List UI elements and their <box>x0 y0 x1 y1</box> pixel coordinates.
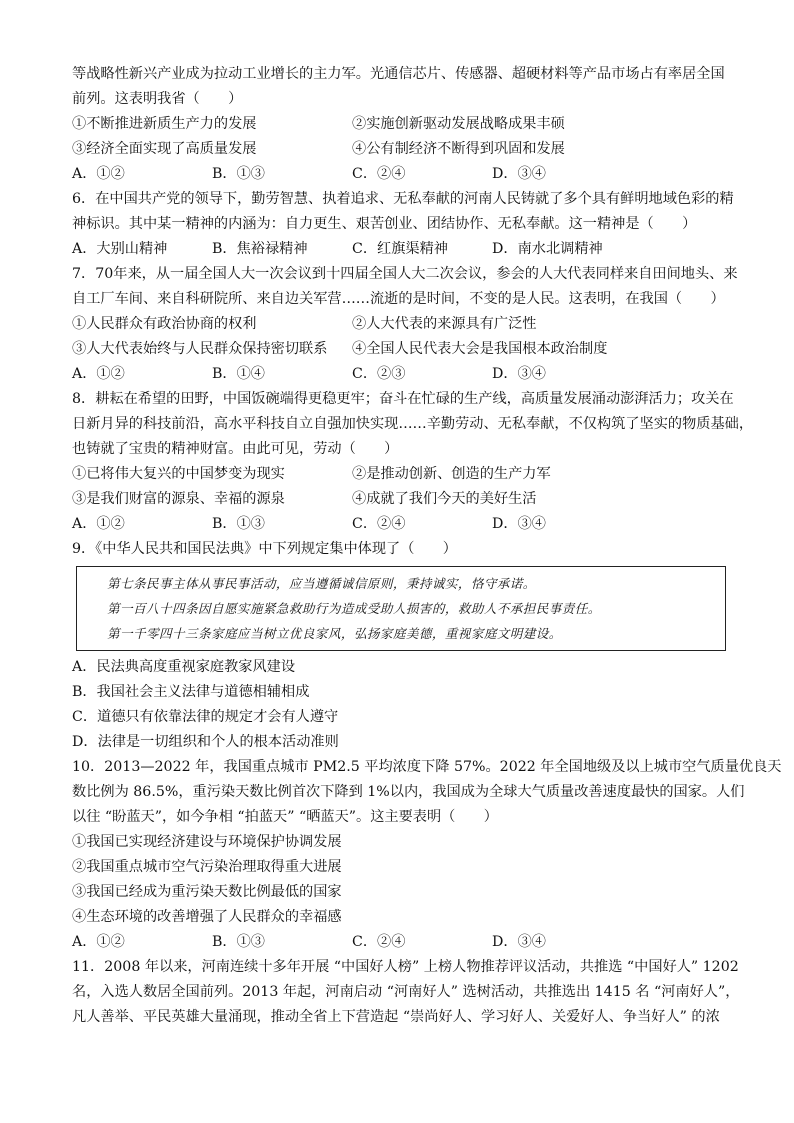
question-10 <box>72 755 782 955</box>
statement: ④公有制经济不断得到巩固和发展 <box>352 141 565 157</box>
question-stem-line: 以往 “盼蓝天”，如今争相 “拍蓝天” “晒蓝天”。这主要表明（ ） <box>72 809 498 825</box>
option-d: D．南水北调精神 <box>492 241 603 257</box>
statement-row <box>72 487 726 512</box>
option-d: D．③④ <box>492 516 546 532</box>
question-stem-line: 凡人善举、平民英雄大量涌现，推动全省上下营造起 “崇尚好人、学习好人、关爱好人、争当好人” 的浓 <box>72 1009 720 1025</box>
option-a: A．①② <box>72 366 125 382</box>
statement-row <box>72 112 726 137</box>
option-d: D．③④ <box>492 366 546 382</box>
question-5 <box>72 62 726 187</box>
question-stem-line: 10．2013—2022 年，我国重点城市 PM2.5 平均浓度下降 57%。2022 年全国地级及以上城市空气质量优良天 <box>72 759 782 775</box>
statement-row <box>72 137 726 162</box>
option-b: B．焦裕禄精神 <box>212 241 308 257</box>
statement: ①不断推进新质生产力的发展 <box>72 116 257 132</box>
question-stem-line: 等战略性新兴产业成为拉动工业增长的主力军。光通信芯片、传感器、超硬材料等产品市场占有率居全国 <box>72 66 725 82</box>
option-b: B．①④ <box>212 366 265 382</box>
statement: ③经济全面实现了高质量发展 <box>72 141 257 157</box>
statement: ④生态环境的改善增强了人民群众的幸福感 <box>72 909 342 925</box>
question-6 <box>72 187 734 262</box>
statement-row <box>72 337 726 362</box>
option-row <box>72 512 726 537</box>
question-stem-line: 自工厂车间、来自科研院所、来自边关军营……流逝的是时间，不变的是人民。这表明，在我国（ ） <box>72 291 725 307</box>
statement: ②是推动创新、创造的生产力军 <box>352 466 551 482</box>
option-d: D．③④ <box>492 934 546 950</box>
statement: ②实施创新驱动发展战略成果丰硕 <box>352 116 565 132</box>
statement: ①我国已实现经济建设与环境保护协调发展 <box>72 834 342 850</box>
option-b: B．①③ <box>212 516 265 532</box>
statement: ②我国重点城市空气污染治理取得重大进展 <box>72 859 342 875</box>
statement-row <box>72 312 726 337</box>
statement: ①已将伟大复兴的中国梦变为现实 <box>72 466 285 482</box>
option-d: D．③④ <box>492 166 546 182</box>
question-stem-line: 日新月异的科技前沿，高水平科技自立自强加快实现……辛勤劳动、无私奉献，不仅构筑了坚实的物质基础， <box>72 416 754 432</box>
statement: ③我国已经成为重污染天数比例最低的国家 <box>72 884 342 900</box>
question-stem-line: 9．《中华人民共和国民法典》中下列规定集中体现了（ ） <box>72 541 457 557</box>
quoted-provisions-box <box>76 566 726 651</box>
option-row <box>72 237 726 262</box>
option-c: C．②④ <box>352 934 406 950</box>
option-c: C．②③ <box>352 366 406 382</box>
provision-line: 第七条民事主体从事民事活动，应当遵循诚信原则，秉持诚实，恪守承诺。 <box>107 576 536 591</box>
statement: ④成就了我们今天的美好生活 <box>352 491 537 507</box>
question-8 <box>72 387 754 537</box>
question-stem-line: 神标识。其中某一精神的内涵为：自力更生、艰苦创业、团结协作、无私奉献。这一精神是（ ） <box>72 216 697 232</box>
provision-line: 第一百八十四条因自愿实施紧急救助行为造成受助人损害的，救助人不承担民事责任。 <box>107 601 601 616</box>
question-stem-line: 8．耕耘在希望的田野，中国饭碗端得更稳更牢；奋斗在忙碌的生产线，高质量发展涌动澎湃活力；攻关在 <box>72 391 734 407</box>
option-c: C．红旗渠精神 <box>352 241 448 257</box>
option-a: A．大别山精神 <box>72 241 168 257</box>
question-stem-line: 名，入选人数居全国前列。2013 年起，河南启动 “河南好人” 选树活动，共推选出 1415 名 “河南好人”， <box>72 984 740 1000</box>
option-b: B．①③ <box>212 166 265 182</box>
option-a: A．①② <box>72 516 125 532</box>
question-stem-line: 7．70年来，从一届全国人大一次会议到十四届全国人大二次会议，参会的人大代表同样来自田间地头、来 <box>72 266 738 282</box>
provision-line: 第一千零四十三条家庭应当树立优良家风，弘扬家庭美德，重视家庭文明建设。 <box>107 626 562 641</box>
question-stem-line: 11．2008 年以来，河南连续十多年开展 “中国好人榜” 上榜人物推荐评议活动，共推选 “中国好人” 1202 <box>72 959 739 975</box>
statement: ①人民群众有政治协商的权利 <box>72 316 257 332</box>
option-c: C．②④ <box>352 166 406 182</box>
option-row <box>72 362 726 387</box>
question-11 <box>72 955 740 1030</box>
option-b: B．①③ <box>212 934 265 950</box>
question-stem-line: 6．在中国共产党的领导下，勤劳智慧、执着追求、无私奉献的河南人民铸就了多个具有鲜明地域色彩的精 <box>72 191 734 207</box>
statement-row <box>72 462 726 487</box>
question-stem-line: 数比例为 86.5%，重污染天数比例首次下降到 1%以内，我国成为全球大气质量改善速度最快的国家。人们 <box>72 784 745 800</box>
question-stem-line: 前列。这表明我省（ ） <box>72 91 243 107</box>
option-c: C．道德只有依靠法律的规定才会有人遵守 <box>72 709 339 725</box>
exam-page <box>72 62 782 1030</box>
question-stem-line: 也铸就了宝贵的精神财富。由此可见，劳动（ ） <box>72 441 399 457</box>
option-a: A．①② <box>72 166 125 182</box>
question-7 <box>72 262 738 387</box>
statement: ③是我们财富的源泉、幸福的源泉 <box>72 491 285 507</box>
option-row <box>72 162 726 187</box>
option-a: A．①② <box>72 934 125 950</box>
statement: ③人大代表始终与人民群众保持密切联系 <box>72 341 328 357</box>
option-row <box>72 930 726 955</box>
option-d: D．法律是一切组织和个人的根本活动准则 <box>72 734 339 750</box>
option-c: C．②④ <box>352 516 406 532</box>
question-9 <box>72 537 726 755</box>
statement: ④全国人民代表大会是我国根本政治制度 <box>352 341 608 357</box>
statement: ②人大代表的来源具有广泛性 <box>352 316 537 332</box>
option-b: B．我国社会主义法律与道德相辅相成 <box>72 684 310 700</box>
option-a: A．民法典高度重视家庭教家风建设 <box>72 659 296 675</box>
